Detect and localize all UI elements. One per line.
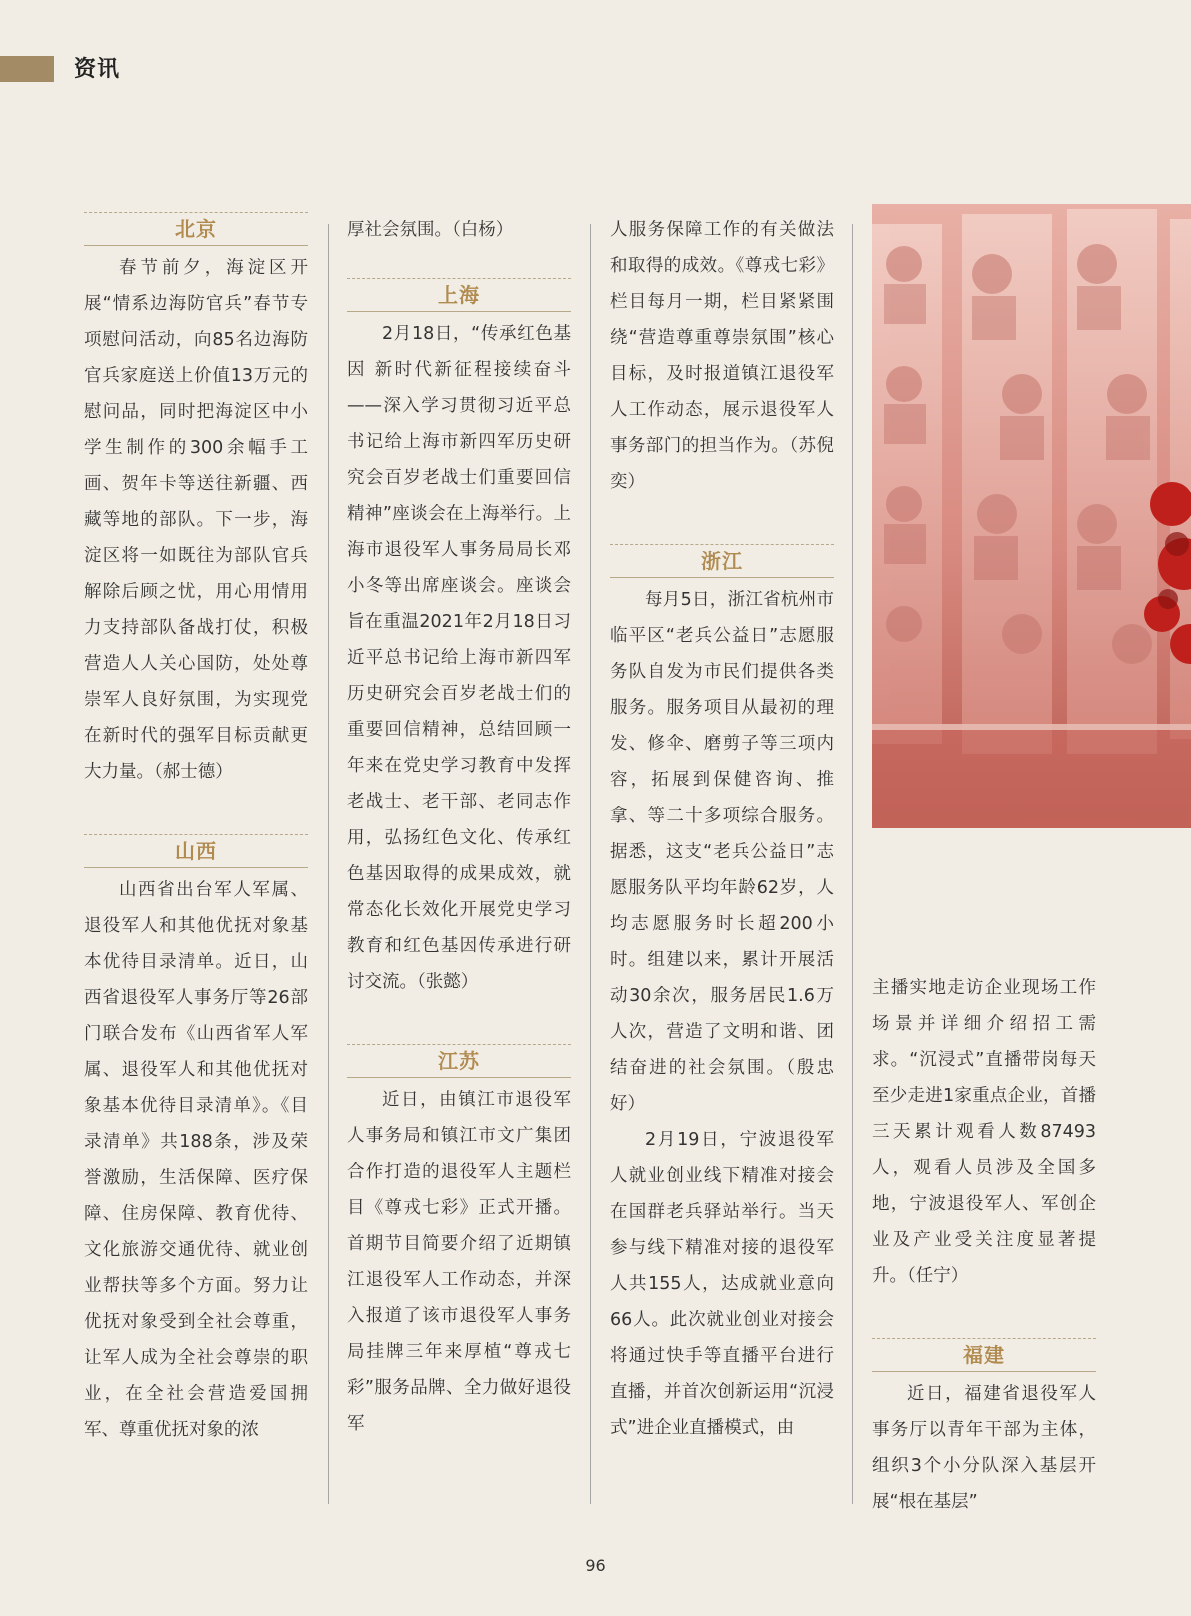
article-fujian: 近日，福建省退役军人事务厅以青年干部为主体，组织3个小分队深入基层开展“根在基层”: [872, 1384, 1096, 1512]
heading-fujian: 福建: [872, 1338, 1096, 1372]
column-3: [610, 212, 834, 1446]
heading-shanxi: 山西: [84, 834, 308, 868]
article-jiangsu-continued: 人服务保障工作的有关做法和取得的成效。《尊戎七彩》栏目每月一期，栏目紧紧围绕“营造尊重尊崇氛围”核心目标，及时报道镇江退役军人工作动态，展示退役军人事务部门的担当作为。（苏倪奕）: [610, 220, 834, 492]
column-divider: [328, 224, 329, 1504]
section-color-bar: [0, 56, 54, 82]
heading-shanghai: 上海: [347, 278, 571, 312]
column-2: [347, 212, 571, 1442]
column-1: [84, 212, 308, 1448]
column-4: [872, 970, 1096, 1520]
article-shanghai: 2月18日，“传承红色基因 新时代新征程接续奋斗——深入学习贯彻习近平总书记给上海市新四军历史研究会百岁老战士们重要回信精神”座谈会在上海举行。上海市退役军人事务局局长邓小冬等出席座谈会。座谈会旨在重温2021年2月18日习近平总书记给上海市新四军历史研究会百岁老战士们的重要回信精神，总结回顾一年来在党史学习教育中发挥老战士、老干部、老同志作用，弘扬红色文化、传承红色基因取得的成果成效，就常态化长效化开展党史学习教育和红色基因传承进行研讨交流。（张懿）: [347, 324, 571, 992]
veterans-portrait-wall-photo: [872, 204, 1191, 828]
column-divider: [590, 224, 591, 1504]
heading-zhejiang: 浙江: [610, 544, 834, 578]
article-zhejiang-continued: 主播实地走访企业现场工作场景并详细介绍招工需求。“沉浸式”直播带岗每天至少走进1家重点企业，首播三天累计观看人数87493人，观看人员涉及全国多地，宁波退役军人、军创企业及产业受关注度显著提升。（任宁）: [872, 978, 1096, 1286]
article-beijing: 春节前夕，海淀区开展“情系边海防官兵”春节专项慰问活动，向85名边海防官兵家庭送上价值13万元的慰问品，同时把海淀区中小学生制作的300余幅手工画、贺年卡等送往新疆、西藏等地的部队。下一步，海淀区将一如既往为部队官兵解除后顾之忧，用心用情用力支持部队备战打仗，积极营造人人关心国防，处处尊崇军人良好氛围，为实现党在新时代的强军目标贡献更大力量。（郝士德）: [84, 258, 308, 782]
heading-jiangsu: 江苏: [347, 1044, 571, 1078]
article-zhejiang-2: 2月19日，宁波退役军人就业创业线下精准对接会在国群老兵驿站举行。当天参与线下精准对接的退役军人共155人，达成就业意向66人。此次就业创业对接会将通过快手等直播平台进行直播，并首次创新运用“沉浸式”进企业直播模式，由: [610, 1130, 834, 1438]
section-title: 资讯: [74, 57, 121, 82]
article-zhejiang-1: 每月5日，浙江省杭州市临平区“老兵公益日”志愿服务队自发为市民们提供各类服务。服务项目从最初的理发、修伞、磨剪子等三项内容，拓展到保健咨询、推拿、等二十多项综合服务。据悉，这支“老兵公益日”志愿服务队平均年龄62岁，人均志愿服务时长超200小时。组建以来，累计开展活动30余次，服务居民1.6万人次，营造了文明和谐、团结奋进的社会氛围。（殷忠好）: [610, 590, 834, 1114]
article-shanxi: 山西省出台军人军属、退役军人和其他优抚对象基本优待目录清单。近日，山西省退役军人事务厅等26部门联合发布《山西省军人军属、退役军人和其他优抚对象基本优待目录清单》。《目录清单》共188条，涉及荣誉激励，生活保障、医疗保障、住房保障、教育优待、文化旅游交通优待、就业创业帮扶等多个方面。努力让优抚对象受到全社会尊重，让军人成为全社会尊崇的职业，在全社会营造爱国拥军、尊重优抚对象的浓: [84, 880, 308, 1440]
article-jiangsu: 近日，由镇江市退役军人事务局和镇江市文广集团合作打造的退役军人主题栏目《尊戎七彩》正式开播。首期节目简要介绍了近期镇江退役军人工作动态，并深入报道了该市退役军人事务局挂牌三年来厚植“尊戎七彩”服务品牌、全力做好退役军: [347, 1090, 571, 1434]
heading-beijing: 北京: [84, 212, 308, 246]
column-divider: [852, 224, 853, 1504]
page-number: 96: [585, 1556, 606, 1575]
article-shanxi-continued: 厚社会氛围。（白杨）: [347, 220, 514, 240]
